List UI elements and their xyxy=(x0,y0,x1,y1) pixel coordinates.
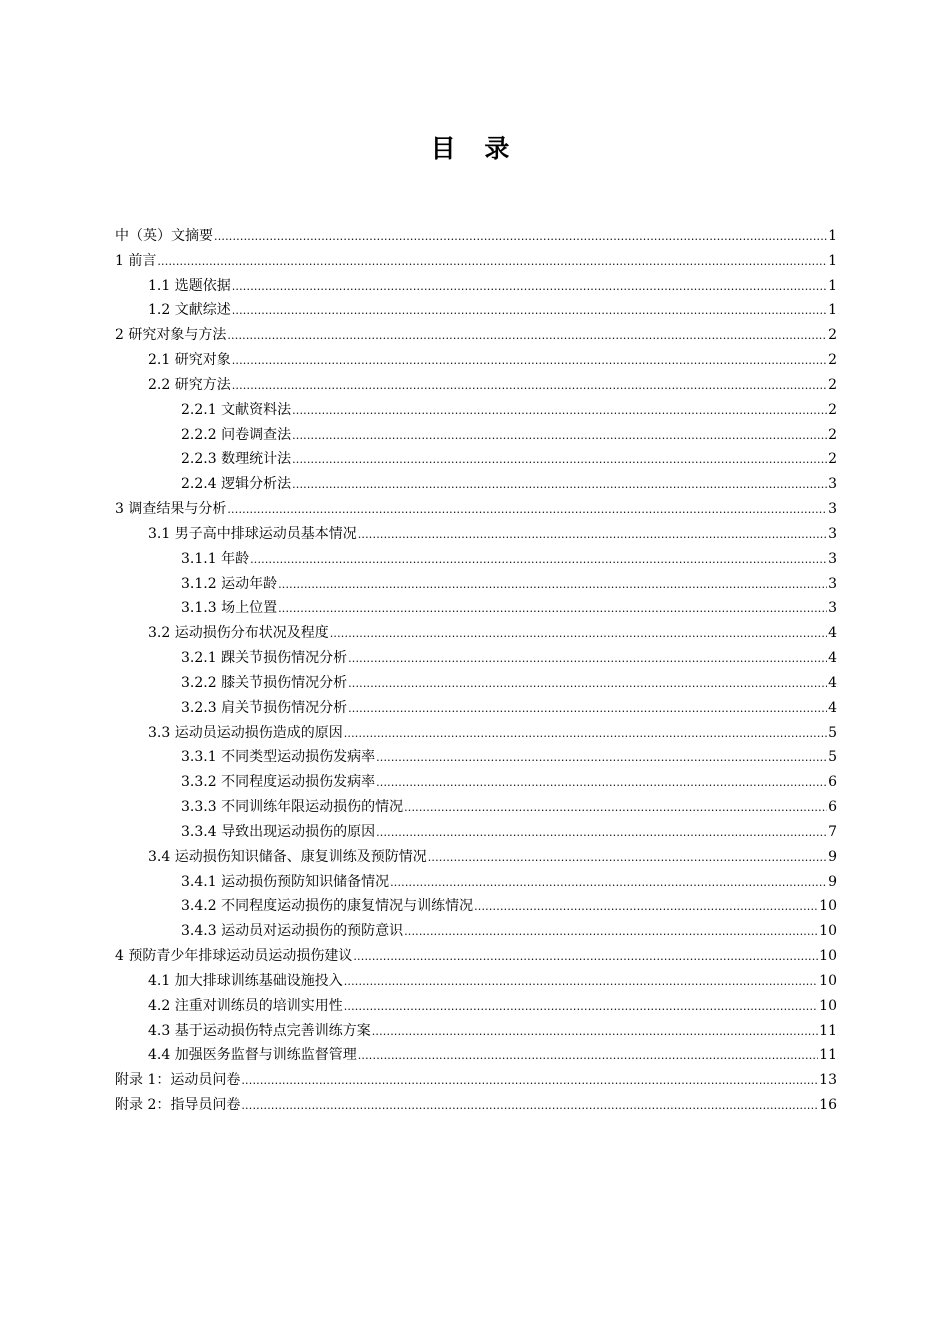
toc-dot-leader xyxy=(232,349,827,374)
toc-entry[interactable] xyxy=(115,1019,837,1044)
toc-entry-page-number: 6 xyxy=(828,799,837,816)
toc-entry[interactable] xyxy=(115,274,837,299)
toc-entry[interactable] xyxy=(115,919,837,944)
toc-dot-leader xyxy=(227,498,827,523)
toc-entry-label: 中（英）文摘要 xyxy=(115,228,213,244)
toc-entry-page-number: 3 xyxy=(828,575,837,592)
toc-entry-page-number: 9 xyxy=(828,848,837,865)
toc-entry[interactable] xyxy=(115,621,837,646)
toc-dot-leader xyxy=(241,1094,818,1119)
toc-entry[interactable] xyxy=(115,1068,837,1093)
toc-dot-leader xyxy=(344,995,818,1020)
toc-entry[interactable] xyxy=(115,348,837,373)
toc-entry-page-number: 10 xyxy=(819,923,837,940)
toc-entry-label: 3.3.2 不同程度运动损伤发病率 xyxy=(181,774,376,791)
toc-entry-label: 3.3.4 导致出现运动损伤的原因 xyxy=(181,823,376,840)
toc-entry-label: 2.1 研究对象 xyxy=(148,352,231,369)
toc-entry-label: 2.2.3 数理统计法 xyxy=(181,451,292,468)
toc-entry-label: 1 前言 xyxy=(115,252,157,269)
toc-entry[interactable] xyxy=(115,696,837,721)
toc-entry-label: 3.2.2 膝关节损伤情况分析 xyxy=(181,674,348,691)
toc-entry-label: 4.2 注重对训练员的培训实用性 xyxy=(148,997,343,1014)
toc-entry-label: 1.2 文献综述 xyxy=(148,302,231,319)
toc-entry[interactable] xyxy=(115,969,837,994)
toc-entry[interactable] xyxy=(115,795,837,820)
toc-entry-page-number: 3 xyxy=(828,600,837,617)
toc-entry-label: 3.4.3 运动员对运动损伤的预防意识 xyxy=(181,923,404,940)
toc-dot-leader xyxy=(474,895,818,920)
toc-entry-page-number: 3 xyxy=(828,476,837,493)
toc-dot-leader xyxy=(292,399,827,424)
toc-entry-label: 附录 2：指导员问卷 xyxy=(115,1096,241,1113)
toc-dot-leader xyxy=(344,970,818,995)
toc-entry-page-number: 4 xyxy=(828,674,837,691)
toc-dot-leader xyxy=(227,324,827,349)
toc-dot-leader xyxy=(358,523,827,548)
toc-dot-leader xyxy=(376,821,827,846)
toc-entry[interactable] xyxy=(115,497,837,522)
toc-entry-label: 4.4 加强医务监督与训练监督管理 xyxy=(148,1047,357,1064)
toc-entry[interactable] xyxy=(115,323,837,348)
toc-entry[interactable] xyxy=(115,646,837,671)
toc-dot-leader xyxy=(157,250,827,275)
toc-entry[interactable] xyxy=(115,423,837,448)
toc-entry[interactable] xyxy=(115,596,837,621)
toc-entry-label: 2.2.2 问卷调查法 xyxy=(181,426,292,443)
toc-entry[interactable] xyxy=(115,224,837,249)
toc-entry[interactable] xyxy=(115,472,837,497)
toc-entry-page-number: 7 xyxy=(828,823,837,840)
toc-entry-label: 2.2.1 文献资料法 xyxy=(181,401,292,418)
toc-dot-leader xyxy=(358,1044,818,1069)
toc-entry-page-number: 2 xyxy=(828,451,837,468)
toc-entry-label: 3.4 运动损伤知识储备、康复训练及预防情况 xyxy=(148,848,427,865)
toc-entry-page-number: 9 xyxy=(828,873,837,890)
toc-entry[interactable] xyxy=(115,547,837,572)
toc-entry-page-number: 16 xyxy=(819,1096,837,1113)
toc-entry-page-number: 3 xyxy=(828,501,837,518)
toc-entry-page-number: 10 xyxy=(819,898,837,915)
toc-entry[interactable] xyxy=(115,298,837,323)
toc-dot-leader xyxy=(348,647,827,672)
toc-entry-page-number: 2 xyxy=(828,401,837,418)
toc-dot-leader xyxy=(353,945,818,970)
toc-dot-leader xyxy=(372,1020,818,1045)
toc-entry-page-number: 10 xyxy=(819,997,837,1014)
toc-entry-label: 3.3 运动员运动损伤造成的原因 xyxy=(148,724,343,741)
toc-dot-leader xyxy=(348,697,827,722)
toc-entry[interactable] xyxy=(115,845,837,870)
toc-dot-leader xyxy=(292,473,827,498)
toc-entry-page-number: 11 xyxy=(819,1047,837,1064)
toc-dot-leader xyxy=(241,1069,818,1094)
toc-dot-leader xyxy=(404,796,827,821)
toc-entry[interactable] xyxy=(115,820,837,845)
toc-entry-label: 3.1.3 场上位置 xyxy=(181,600,278,617)
toc-dot-leader xyxy=(292,424,827,449)
toc-entry-page-number: 1 xyxy=(828,302,837,319)
toc-entry-page-number: 2 xyxy=(828,426,837,443)
toc-entry-page-number: 6 xyxy=(828,774,837,791)
toc-entry-label: 3.2.3 肩关节损伤情况分析 xyxy=(181,699,348,716)
toc-entry-label: 4.3 基于运动损伤特点完善训练方案 xyxy=(148,1022,371,1039)
toc-dot-leader xyxy=(214,225,827,250)
toc-entry-page-number: 1 xyxy=(828,252,837,269)
toc-dot-leader xyxy=(232,374,827,399)
toc-dot-leader xyxy=(232,299,827,324)
toc-dot-leader xyxy=(376,746,827,771)
toc-dot-leader xyxy=(404,920,818,945)
toc-entry[interactable] xyxy=(115,447,837,472)
toc-entry-label: 4.1 加大排球训练基础设施投入 xyxy=(148,972,343,989)
toc-entry-page-number: 10 xyxy=(819,972,837,989)
toc-entry[interactable] xyxy=(115,249,837,274)
toc-entry-page-number: 10 xyxy=(819,948,837,965)
toc-entry-label: 3.4.1 运动损伤预防知识储备情况 xyxy=(181,873,390,890)
toc-entry[interactable] xyxy=(115,671,837,696)
toc-entry-label: 3 调查结果与分析 xyxy=(115,501,227,518)
toc-entry-page-number: 5 xyxy=(828,749,837,766)
toc-entry[interactable] xyxy=(115,1043,837,1068)
toc-dot-leader xyxy=(376,771,827,796)
toc-entry-page-number: 4 xyxy=(828,650,837,667)
toc-entry[interactable] xyxy=(115,994,837,1019)
toc-dot-leader xyxy=(278,597,827,622)
toc-dot-leader xyxy=(278,573,827,598)
toc-dot-leader xyxy=(250,548,827,573)
toc-dot-leader xyxy=(232,275,827,300)
toc-entry-page-number: 1 xyxy=(828,228,837,244)
toc-entry-label: 3.1 男子高中排球运动员基本情况 xyxy=(148,525,357,542)
toc-entry-page-number: 4 xyxy=(828,699,837,716)
toc-entry[interactable] xyxy=(115,373,837,398)
table-of-contents xyxy=(115,224,837,1118)
toc-entry-label: 3.2 运动损伤分布状况及程度 xyxy=(148,625,329,642)
toc-entry-page-number: 11 xyxy=(819,1022,837,1039)
toc-entry-page-number: 5 xyxy=(828,724,837,741)
toc-entry-label: 3.3.1 不同类型运动损伤发病率 xyxy=(181,749,376,766)
page-title: 目 录 xyxy=(430,134,520,163)
toc-entry[interactable] xyxy=(115,522,837,547)
toc-entry-page-number: 2 xyxy=(828,376,837,393)
toc-entry[interactable] xyxy=(115,1093,837,1118)
toc-entry-label: 4 预防青少年排球运动员运动损伤建议 xyxy=(115,948,353,965)
toc-entry-page-number: 2 xyxy=(828,352,837,369)
toc-dot-leader xyxy=(330,622,827,647)
toc-entry-label: 3.1.1 年龄 xyxy=(181,550,250,567)
toc-entry-label: 2 研究对象与方法 xyxy=(115,327,227,344)
toc-dot-leader xyxy=(390,871,827,896)
toc-dot-leader xyxy=(292,448,827,473)
toc-entry-label: 3.1.2 运动年龄 xyxy=(181,575,278,592)
toc-entry[interactable] xyxy=(115,770,837,795)
toc-entry-page-number: 1 xyxy=(828,277,837,294)
toc-entry-label: 2.2 研究方法 xyxy=(148,376,231,393)
toc-entry[interactable] xyxy=(115,721,837,746)
toc-entry-page-number: 3 xyxy=(828,525,837,542)
toc-entry-page-number: 2 xyxy=(828,327,837,344)
toc-entry-label: 3.3.3 不同训练年限运动损伤的情况 xyxy=(181,799,404,816)
toc-entry-label: 3.2.1 踝关节损伤情况分析 xyxy=(181,650,348,667)
toc-dot-leader xyxy=(348,672,827,697)
toc-entry-page-number: 13 xyxy=(819,1072,837,1089)
toc-entry-label: 附录 1：运动员问卷 xyxy=(115,1072,241,1089)
toc-entry-page-number: 3 xyxy=(828,550,837,567)
toc-entry[interactable] xyxy=(115,870,837,895)
toc-entry[interactable] xyxy=(115,745,837,770)
toc-entry-page-number: 4 xyxy=(828,625,837,642)
toc-dot-leader xyxy=(344,722,827,747)
toc-entry-label: 2.2.4 逻辑分析法 xyxy=(181,476,292,493)
toc-entry-label: 3.4.2 不同程度运动损伤的康复情况与训练情况 xyxy=(181,898,474,915)
toc-entry-label: 1.1 选题依据 xyxy=(148,277,231,294)
toc-dot-leader xyxy=(428,846,827,871)
toc-entry[interactable] xyxy=(115,944,837,969)
toc-entry[interactable] xyxy=(115,572,837,597)
toc-entry[interactable] xyxy=(115,398,837,423)
toc-entry[interactable] xyxy=(115,894,837,919)
